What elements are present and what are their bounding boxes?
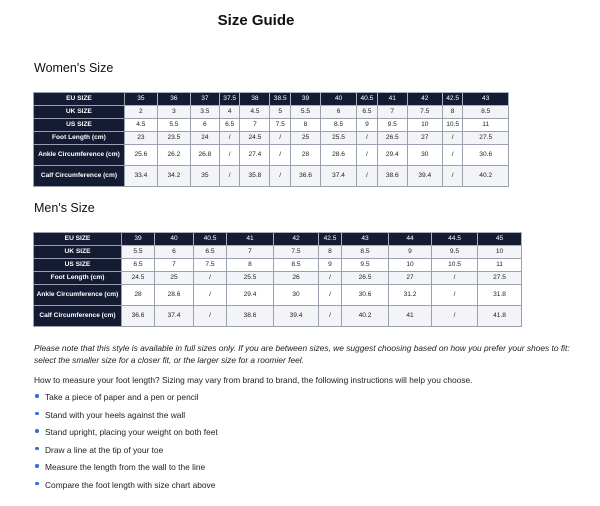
table-cell: 35 xyxy=(124,93,157,106)
table-cell: 7.5 xyxy=(274,246,319,259)
list-item xyxy=(34,445,218,463)
table-row xyxy=(34,272,522,285)
table-cell: 42.5 xyxy=(319,233,342,246)
table-cell: / xyxy=(194,306,227,327)
table-cell: 8 xyxy=(442,106,463,119)
table-row xyxy=(34,246,522,259)
table-row xyxy=(34,166,509,187)
table-cell: 33.4 xyxy=(124,166,157,187)
table-cell: 41 xyxy=(389,306,432,327)
table-cell: 27.4 xyxy=(240,145,270,166)
table-cell: 10 xyxy=(478,246,522,259)
table-cell: 42 xyxy=(274,233,319,246)
step-text: Draw a line at the tip of your toe xyxy=(45,444,164,455)
table-cell: 8.5 xyxy=(320,119,356,132)
measure-steps-list xyxy=(34,392,218,498)
table-cell: 5.5 xyxy=(157,119,190,132)
table-cell: 35.8 xyxy=(240,166,270,187)
table-cell: 40.5 xyxy=(357,93,378,106)
womens-table-body xyxy=(34,93,509,187)
table-cell: 30.6 xyxy=(463,145,509,166)
table-cell: 44 xyxy=(389,233,432,246)
bullet-icon xyxy=(35,464,39,468)
table-cell: / xyxy=(194,285,227,306)
table-cell: 38.5 xyxy=(270,93,291,106)
table-cell: 8 xyxy=(319,246,342,259)
table-cell: 38.6 xyxy=(227,306,274,327)
page-title: Size Guide xyxy=(217,12,295,29)
table-cell: 26.2 xyxy=(157,145,190,166)
table-cell: 9.5 xyxy=(432,246,478,259)
bullet-icon xyxy=(35,429,39,433)
table-row xyxy=(34,132,509,145)
table-cell: 24.5 xyxy=(240,132,270,145)
table-cell: 28.6 xyxy=(320,145,356,166)
table-cell: / xyxy=(270,166,291,187)
table-cell: 37.5 xyxy=(219,93,240,106)
table-cell: 4.5 xyxy=(240,106,270,119)
table-row xyxy=(34,119,509,132)
table-cell: 7.5 xyxy=(270,119,291,132)
table-cell: 10 xyxy=(407,119,442,132)
row-header: Calf Circumference (cm) xyxy=(34,166,125,187)
table-cell: 25.5 xyxy=(320,132,356,145)
table-cell: 2 xyxy=(124,106,157,119)
table-cell: 10 xyxy=(389,259,432,272)
table-cell: 30 xyxy=(274,285,319,306)
table-cell: / xyxy=(442,132,463,145)
table-cell: 24 xyxy=(190,132,219,145)
table-cell: 40 xyxy=(155,233,194,246)
table-row xyxy=(34,93,509,106)
table-cell: 42.5 xyxy=(442,93,463,106)
table-cell: 40.2 xyxy=(463,166,509,187)
table-cell: 41 xyxy=(377,93,407,106)
table-cell: / xyxy=(219,132,240,145)
table-cell: 3 xyxy=(157,106,190,119)
table-cell: 7 xyxy=(155,259,194,272)
table-row xyxy=(34,106,509,119)
list-item xyxy=(34,462,218,480)
table-cell: 27 xyxy=(407,132,442,145)
table-cell: 9.5 xyxy=(377,119,407,132)
table-cell: 26.5 xyxy=(342,272,389,285)
table-cell: 26.5 xyxy=(377,132,407,145)
table-cell: / xyxy=(319,285,342,306)
table-cell: / xyxy=(442,145,463,166)
row-header: US SIZE xyxy=(34,259,122,272)
table-row xyxy=(34,306,522,327)
row-header: US SIZE xyxy=(34,119,125,132)
table-cell: 36.6 xyxy=(122,306,155,327)
mens-size-table xyxy=(33,232,522,327)
table-cell: 34.2 xyxy=(157,166,190,187)
table-cell: / xyxy=(219,145,240,166)
table-cell: 5.5 xyxy=(291,106,321,119)
table-cell: 25 xyxy=(291,132,321,145)
table-cell: 37 xyxy=(190,93,219,106)
table-cell: 27.5 xyxy=(463,132,509,145)
table-cell: 6 xyxy=(320,106,356,119)
table-cell: 10.5 xyxy=(432,259,478,272)
table-cell: 42 xyxy=(407,93,442,106)
fit-note: Please note that this style is available in full sizes only. If you are between sizes, we suggest choosing based on how you prefer your shoes to fit: select the smaller size for a closer fit, or the larger size for a roomier feel. xyxy=(34,343,570,365)
list-item xyxy=(34,480,218,498)
table-cell: 6 xyxy=(190,119,219,132)
womens-size-title: Women's Size xyxy=(34,61,114,75)
bullet-icon xyxy=(35,394,39,398)
table-cell: 8.5 xyxy=(463,106,509,119)
table-cell: 5.5 xyxy=(122,246,155,259)
table-cell: 28 xyxy=(122,285,155,306)
list-item xyxy=(34,410,218,428)
table-cell: 7.5 xyxy=(407,106,442,119)
list-item xyxy=(34,427,218,445)
table-cell: 26 xyxy=(274,272,319,285)
table-row xyxy=(34,259,522,272)
table-cell: / xyxy=(219,166,240,187)
step-text: Stand with your heels against the wall xyxy=(45,409,186,420)
table-cell: / xyxy=(270,145,291,166)
table-cell: 41 xyxy=(227,233,274,246)
table-cell: 7 xyxy=(377,106,407,119)
table-cell: / xyxy=(432,272,478,285)
table-cell: 41.8 xyxy=(478,306,522,327)
table-cell: 9 xyxy=(357,119,378,132)
table-row xyxy=(34,145,509,166)
table-cell: 29.4 xyxy=(377,145,407,166)
table-cell: 8.5 xyxy=(274,259,319,272)
table-cell: 39 xyxy=(291,93,321,106)
row-header: EU SIZE xyxy=(34,93,125,106)
bullet-icon xyxy=(35,412,39,416)
table-cell: / xyxy=(270,132,291,145)
table-cell: 23.5 xyxy=(157,132,190,145)
table-cell: 8 xyxy=(291,119,321,132)
measure-intro: How to measure your foot length? Sizing may vary from brand to brand, the following instructions will help you choose. xyxy=(34,375,473,385)
bullet-icon xyxy=(35,447,39,451)
table-cell: 39.4 xyxy=(407,166,442,187)
row-header: Ankle Circumference (cm) xyxy=(34,145,125,166)
table-cell: 30 xyxy=(407,145,442,166)
mens-size-title: Men's Size xyxy=(34,201,95,215)
table-cell: 25.6 xyxy=(124,145,157,166)
row-header: UK SIZE xyxy=(34,246,122,259)
table-cell: / xyxy=(442,166,463,187)
table-cell: 31.2 xyxy=(389,285,432,306)
table-cell: 24.5 xyxy=(122,272,155,285)
womens-size-table xyxy=(33,92,509,187)
step-text: Compare the foot length with size chart above xyxy=(45,479,216,490)
list-item xyxy=(34,392,218,410)
table-cell: 6 xyxy=(155,246,194,259)
table-cell: 9 xyxy=(319,259,342,272)
table-cell: 39 xyxy=(122,233,155,246)
table-cell: 38 xyxy=(240,93,270,106)
step-text: Stand upright, placing your weight on both feet xyxy=(45,427,218,438)
table-cell: / xyxy=(319,306,342,327)
table-cell: 40.5 xyxy=(194,233,227,246)
table-cell: 8 xyxy=(227,259,274,272)
table-cell: 6.5 xyxy=(194,246,227,259)
row-header: Ankle Circumference (cm) xyxy=(34,285,122,306)
table-cell: 39.4 xyxy=(274,306,319,327)
table-cell: 8.5 xyxy=(342,246,389,259)
table-cell: 7.5 xyxy=(194,259,227,272)
table-cell: / xyxy=(432,285,478,306)
table-cell: 7 xyxy=(240,119,270,132)
table-cell: / xyxy=(319,272,342,285)
table-cell: 25.5 xyxy=(227,272,274,285)
row-header: EU SIZE xyxy=(34,233,122,246)
table-cell: 31.8 xyxy=(478,285,522,306)
table-cell: 38.6 xyxy=(377,166,407,187)
table-cell: 5 xyxy=(270,106,291,119)
table-cell: 30.6 xyxy=(342,285,389,306)
table-cell: 43 xyxy=(342,233,389,246)
table-cell: 23 xyxy=(124,132,157,145)
table-cell: 9 xyxy=(389,246,432,259)
table-cell: 27.5 xyxy=(478,272,522,285)
table-cell: 4.5 xyxy=(124,119,157,132)
table-row xyxy=(34,285,522,306)
table-cell: 3.5 xyxy=(190,106,219,119)
table-cell: 9.5 xyxy=(342,259,389,272)
table-cell: 43 xyxy=(463,93,509,106)
step-text: Take a piece of paper and a pen or pencil xyxy=(45,392,199,402)
table-cell: 40.2 xyxy=(342,306,389,327)
table-cell: 25 xyxy=(155,272,194,285)
table-cell: / xyxy=(194,272,227,285)
table-cell: 6.5 xyxy=(357,106,378,119)
table-cell: 27 xyxy=(389,272,432,285)
table-cell: 26.8 xyxy=(190,145,219,166)
table-cell: 11 xyxy=(478,259,522,272)
table-cell: / xyxy=(357,132,378,145)
table-cell: / xyxy=(432,306,478,327)
table-row xyxy=(34,233,522,246)
step-text: Measure the length from the wall to the line xyxy=(45,462,206,473)
table-cell: 36 xyxy=(157,93,190,106)
table-cell: 37.4 xyxy=(320,166,356,187)
table-cell: 36.6 xyxy=(291,166,321,187)
table-cell: 28 xyxy=(291,145,321,166)
table-cell: 44.5 xyxy=(432,233,478,246)
row-header: Foot Length (cm) xyxy=(34,272,122,285)
table-cell: 6.5 xyxy=(122,259,155,272)
table-cell: 4 xyxy=(219,106,240,119)
table-cell: 35 xyxy=(190,166,219,187)
table-cell: 45 xyxy=(478,233,522,246)
table-cell: 37.4 xyxy=(155,306,194,327)
row-header: UK SIZE xyxy=(34,106,125,119)
table-cell: 11 xyxy=(463,119,509,132)
table-cell: 10.5 xyxy=(442,119,463,132)
mens-table-body xyxy=(34,233,522,327)
table-cell: 40 xyxy=(320,93,356,106)
table-cell: 29.4 xyxy=(227,285,274,306)
row-header: Calf Circumference (cm) xyxy=(34,306,122,327)
row-header: Foot Length (cm) xyxy=(34,132,125,145)
table-cell: 28.6 xyxy=(155,285,194,306)
table-cell: / xyxy=(357,166,378,187)
bullet-icon xyxy=(35,482,39,486)
table-cell: 6.5 xyxy=(219,119,240,132)
table-cell: / xyxy=(357,145,378,166)
table-cell: 7 xyxy=(227,246,274,259)
